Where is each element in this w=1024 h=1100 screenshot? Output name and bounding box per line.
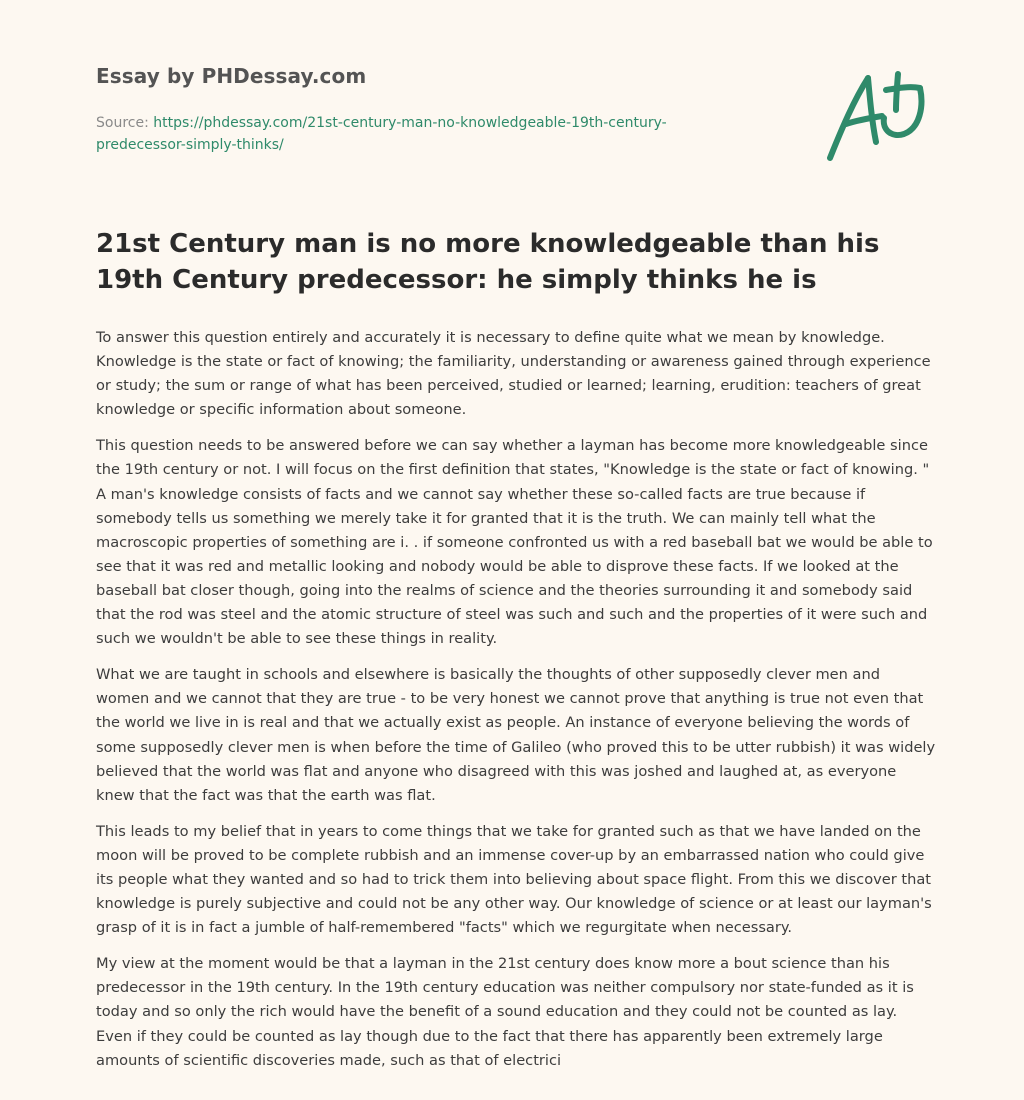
- a-plus-logo-svg: [824, 66, 928, 166]
- essay-body: [96, 326, 936, 1085]
- essay-title: 21st Century man is no more knowledgeable than his 19th Century predecessor: he simply thinks he is: [96, 229, 880, 295]
- source-label: Source:: [96, 115, 149, 131]
- source-link[interactable]: https://phdessay.com/21st-century-man-no-knowledgeable-19th-century-predecessor-simply-thinks/: [96, 115, 667, 153]
- logo-plus-vertical: [896, 74, 898, 110]
- site-title: Essay by PHDessay.com: [96, 64, 367, 88]
- essay-paragraph: My view at the moment would be that a layman in the 21st century does know more a bout science than his predecessor in the 19th century. In the 19th century education was neither compulsory nor state-funded as it is today and so only the rich would have the benefit of a sound education and they could not be counted as lay. Even if they could be counted as lay though due to the fact that there has apparently been extremely large amounts of scientific discoveries made, such as that of electrici: [96, 955, 914, 1069]
- logo-a-right-stroke: [868, 78, 876, 142]
- logo-plus-horizontal: [886, 87, 920, 90]
- essay-paragraph: What we are taught in schools and elsewhere is basically the thoughts of other supposedly clever men and women and we cannot that they are true - to be very honest we cannot prove that anything is true not even that the world we live in is real and that we actually exist as people. An instance of everyone believing the words of some supposedly clever men is when before the time of Galileo (who proved this to be utter rubbish) it was widely believed that the world was flat and anyone who disagreed with this was joshed and laughed at, as everyone knew that the fact was that the earth was flat.: [96, 666, 936, 804]
- logo-a-crossbar: [846, 116, 882, 124]
- a-plus-grade-icon: [824, 66, 928, 166]
- essay-page: [96, 0, 936, 1100]
- logo-o-loop: [884, 88, 922, 135]
- source-line: [96, 112, 736, 156]
- essay-paragraph: This question needs to be answered before we can say whether a layman has become more knowledgeable since the 19th century or not. I will focus on the first definition that states, "Knowledge is the state or fact of knowing. " A man's knowledge consists of facts and we cannot say whether these so-called facts are true because if somebody tells us something we merely take it for granted that it is the truth. We can mainly tell what the macroscopic properties of something are i. . if someone confronted us with a red baseball bat we would be able to see that it was red and metallic looking and nobody would be able to disprove these facts. If we looked at the baseball bat closer though, going into the realms of science and the theories surrounding it and somebody said that the rod was steel and the atomic structure of steel was such and such and the properties of it were such and such we wouldn't be able to see these things in reality.: [96, 437, 933, 648]
- essay-paragraph: This leads to my belief that in years to come things that we take for granted such as that we have landed on the moon will be proved to be complete rubbish and an immense cover-up by an embarrassed nation who could give its people what they wanted and so had to trick them into believing about space flight. From this we discover that knowledge is purely subjective and could not be any other way. Our knowledge of science or at least our layman's grasp of it is in fact a jumble of half-remembered "facts" which we regurgitate when necessary.: [96, 822, 932, 937]
- essay-paragraph: To answer this question entirely and accurately it is necessary to define quite what we mean by knowledge. Knowledge is the state or fact of knowing; the familiarity, understanding or awareness gained through experience or study; the sum or range of what has been perceived, studied or learned; learning, erudition: teachers of great knowledge or specific information about someone.: [96, 329, 931, 419]
